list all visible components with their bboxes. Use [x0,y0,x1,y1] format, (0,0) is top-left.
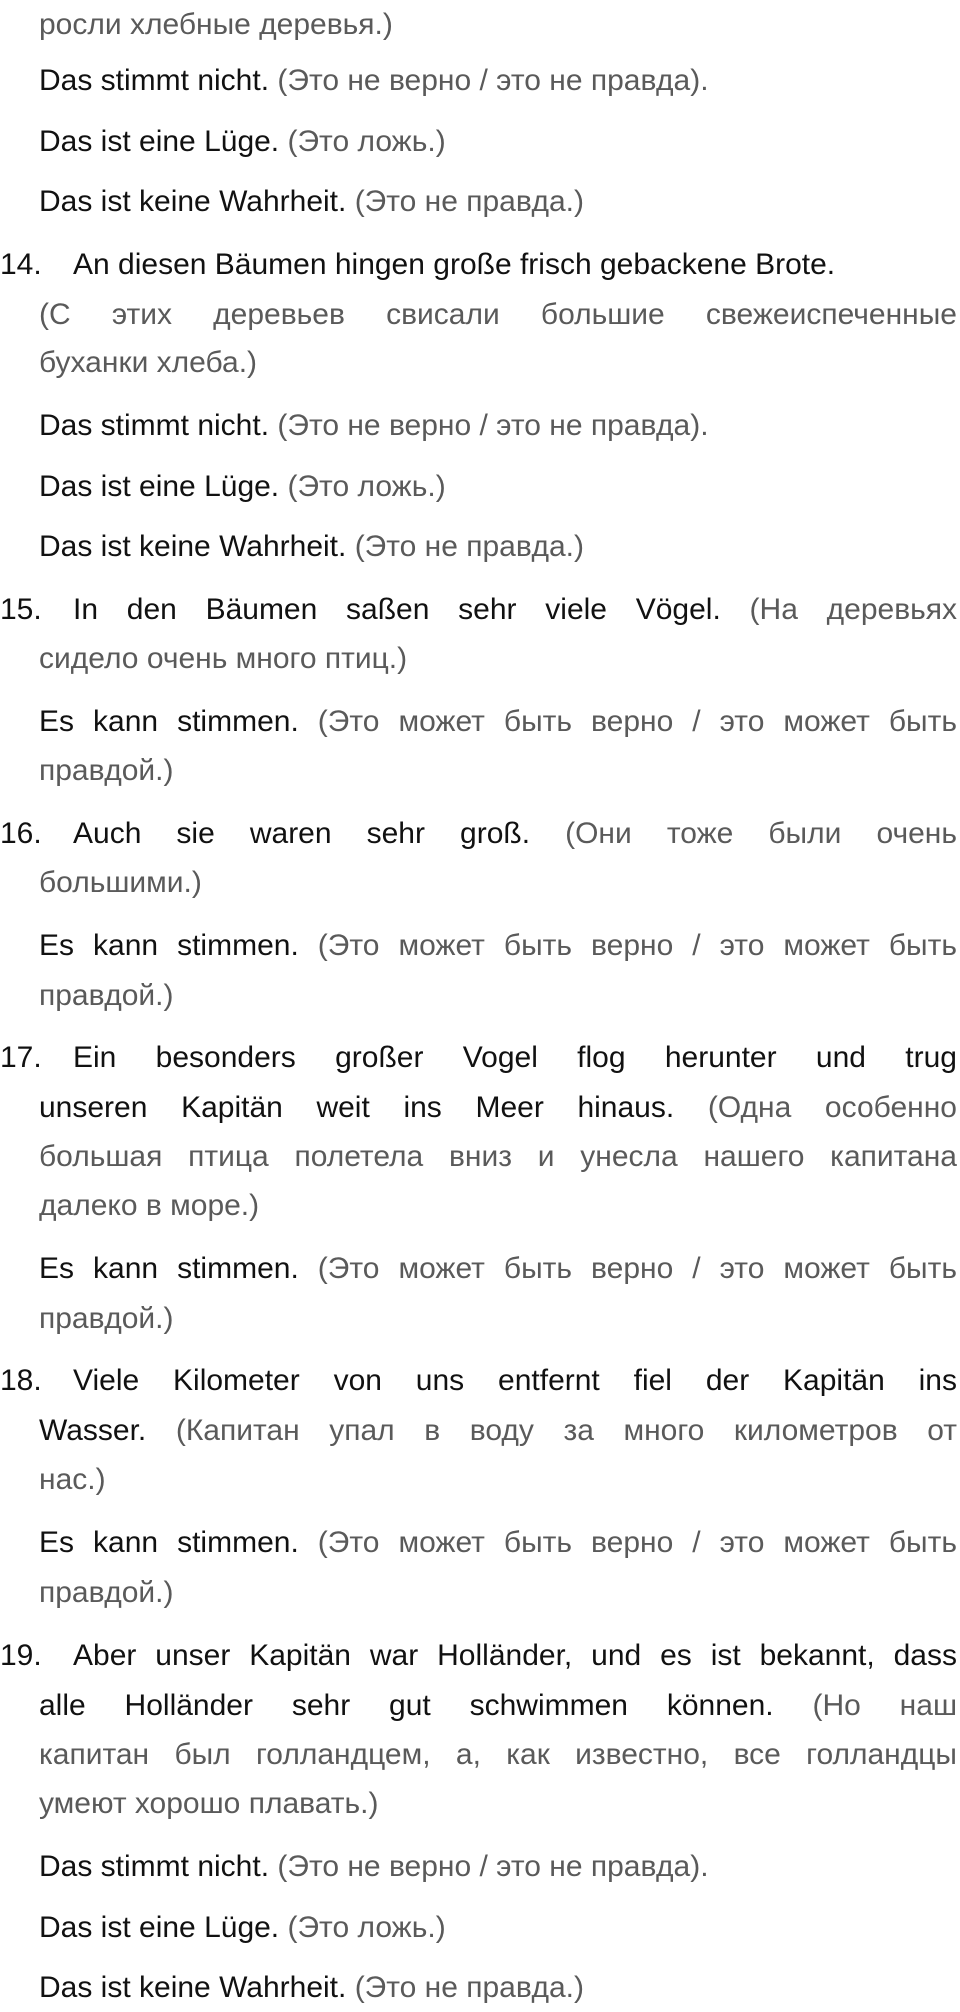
text-line [39,1181,957,1230]
russian-translation: (На деревьях [749,593,957,626]
text-line [39,0,957,49]
german-text: Es kann stimmen. [39,929,299,962]
russian-translation: (Это не правда.) [354,530,584,563]
russian-translation: (Одна особенно [707,1091,957,1124]
german-text: Aber unser Kapitän war Holländer, und es ist bekannt, dass [73,1639,957,1672]
item-number: 17. [0,1041,42,1074]
text-line [39,290,957,339]
german-text: Ein besonders großer Vogel flog herunter und trug [73,1041,957,1074]
german-text: Das ist keine Wahrheit. [39,530,347,563]
russian-translation: буханки хлеба.) [39,346,258,379]
russian-translation: правдой.) [39,754,174,787]
german-text: Das ist eine Lüge. [39,470,280,503]
german-text: Das ist keine Wahrheit. [39,185,347,218]
german-text: alle Holländer sehr gut schwimmen können. [39,1689,774,1722]
german-text: Es kann stimmen. [39,1252,299,1285]
text-line [39,1903,957,1952]
text-line [39,1518,957,1567]
text-line [39,634,957,683]
item-number: 19. [0,1639,42,1672]
item-number: 15. [0,593,42,626]
german-text: Das stimmt nicht. [39,64,270,97]
text-line [39,522,957,571]
text-line [39,1294,957,1343]
german-text: unseren Kapitän weit ins Meer hinaus. [39,1091,675,1124]
russian-translation: большая птица полетела вниз и унесла нашего капитана [39,1140,957,1173]
russian-translation: правдой.) [39,1302,174,1335]
text-line [39,117,957,166]
text-line [39,1963,957,2012]
russian-translation: правдой.) [39,1576,174,1609]
russian-translation: умеют хорошо плавать.) [39,1787,379,1820]
german-text: Es kann stimmen. [39,1526,299,1559]
russian-translation: большими.) [39,866,202,899]
text-line [39,1244,957,1293]
german-text: Auch sie waren sehr groß. [73,817,531,850]
text-line [39,1842,957,1891]
russian-translation: (Это не верно / это не правда). [277,409,709,442]
russian-translation: (Капитан упал в воду за много километров от [175,1414,957,1447]
text-line [39,1568,957,1617]
russian-translation: (Это не правда.) [354,185,584,218]
russian-translation: (Это не правда.) [354,1971,584,2004]
russian-translation: (Это ложь.) [287,470,446,503]
german-text: Das stimmt nicht. [39,1850,270,1883]
german-text: Das stimmt nicht. [39,409,270,442]
russian-translation: (Это ложь.) [287,1911,446,1944]
text-line [39,1455,957,1504]
text-line [39,921,957,970]
german-text: Wasser. [39,1414,147,1447]
text-line [39,1406,957,1455]
item-number: 14. [0,248,42,281]
russian-translation: (Это может быть верно / это может быть [317,929,957,962]
russian-translation: (Это ложь.) [287,125,446,158]
text-line [39,1779,957,1828]
german-text: Viele Kilometer von uns entfernt fiel der Kapitän ins [73,1364,957,1397]
german-text: An diesen Bäumen hingen große frisch gebackene Brote. [73,248,836,281]
item-number: 16. [0,817,42,850]
russian-translation: правдой.) [39,979,174,1012]
text-line [73,1631,957,1680]
text-line [39,746,957,795]
item-number: 18. [0,1364,42,1397]
russian-translation: (Это может быть верно / это может быть [317,1252,957,1285]
text-line [73,585,957,634]
russian-translation: (Это не верно / это не правда). [277,1850,709,1883]
russian-translation: далеко в море.) [39,1189,260,1222]
russian-translation: (Это может быть верно / это может быть [317,705,957,738]
russian-translation: (Это может быть верно / это может быть [317,1526,957,1559]
text-line [73,1033,957,1082]
german-text: Das ist keine Wahrheit. [39,1971,347,2004]
german-text: Es kann stimmen. [39,705,299,738]
text-line [39,1681,957,1730]
text-line [39,1083,957,1132]
text-line [39,858,957,907]
russian-translation: росли хлебные деревья.) [39,8,393,41]
russian-translation: нас.) [39,1463,106,1496]
russian-translation: капитан был голландцем, а, как известно, все голландцы [39,1738,957,1771]
text-line [39,1730,957,1779]
text-line [73,809,957,858]
russian-translation: (Это не верно / это не правда). [277,64,709,97]
russian-translation: (Но наш [812,1689,957,1722]
text-line [73,1356,957,1405]
text-line [39,1132,957,1181]
russian-translation: (С этих деревьев свисали большие свежеиспеченные [39,298,957,331]
russian-translation: сидело очень много птиц.) [39,642,408,675]
text-line [73,240,957,289]
german-text: In den Bäumen saßen sehr viele Vögel. [73,593,721,626]
text-line [39,462,957,511]
text-line [39,56,957,105]
german-text: Das ist eine Lüge. [39,125,280,158]
russian-translation: (Они тоже были очень [565,817,957,850]
text-line [39,971,957,1020]
text-line [39,401,957,450]
german-text: Das ist eine Lüge. [39,1911,280,1944]
text-line [39,177,957,226]
text-line [39,338,957,387]
text-line [39,697,957,746]
